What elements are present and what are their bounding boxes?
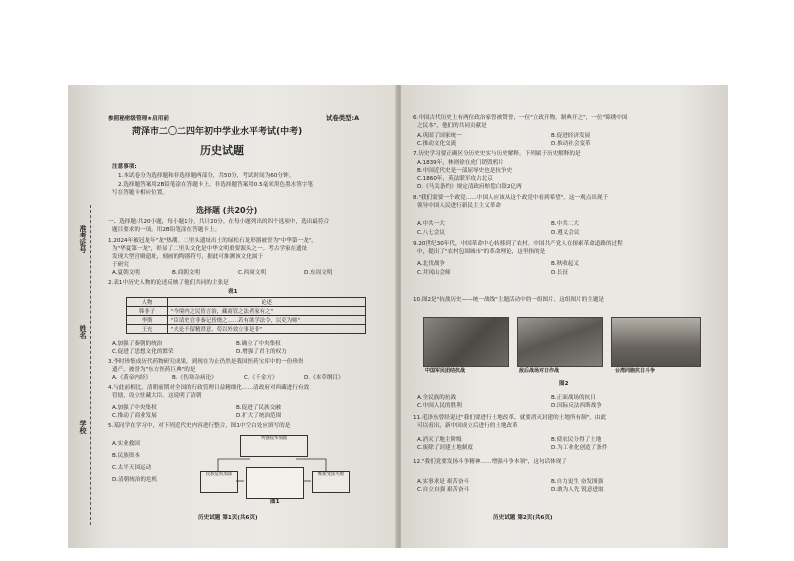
q12-head: 12."我们党要发扬斗争精神……增强斗争本领"，这句话体现了 [413,459,567,465]
exam-title: 菏泽市二〇二四年初中学业水平考试(中考) [132,127,303,137]
right-footer: 历史试题 第2页(共6页) [493,515,553,521]
q9-option-d: D.长征 [551,270,569,276]
q8-line2: 领导中国人民进行新民主主义革命 [417,203,501,209]
photo-2-caption: 敌后战场对日作战 [519,368,560,374]
notice-2: 2.选择题答案用2B铅笔涂在答题卡上，非选择题答案用0.5毫米黑色墨水签字笔 [118,182,314,188]
q11-line1: 11.毛泽东曾经说过"我们要进行土地改革，就要消灭封建的土地所有制"，由此 [413,415,607,421]
q4-option-b: B.促进了民族交融 [236,405,281,411]
q4-line2: 管辖，设立驻藏大臣。这说明了清朝 [112,393,202,399]
q3-option-b: B.《伤寒杂病论》 [172,375,217,381]
left-page [68,85,398,548]
q11-option-a: A.消灭了地主阶级 [417,437,462,443]
q12-option-b: B.自力更生 奋发图强 [551,479,604,485]
q10-head: 10.图2是"抗战历史——统一战线"主题活动中的一组图片，这组图片的主题是 [413,297,605,303]
q11-option-c: C.废除了封建土地制度 [417,445,474,451]
q7-head: 7.历史学习要正确区分历史史实与历史解释。下列属于历史解释的是 [413,151,581,157]
q1-line2: 为"华夏第一龙"，彰显了二里头文化是中华文明重要源头之一。考古学家在遗址 [112,246,308,252]
q5-option-a: A.实业救国 [112,441,140,447]
photo-1 [423,317,509,367]
q3-line2: 遗产。被誉为"东方医药巨典"的是 [112,367,196,373]
q12-option-d: D.敢为人先 锐意进取 [551,487,604,493]
q12-option-c: C.自立自强 艰苦奋斗 [417,487,470,493]
q3-option-a: A.《黄帝内经》 [112,375,152,381]
q5-head: 5.某同学在学习中，对下列近代史内容进行整合，图1中空白处应填写的是 [108,423,291,429]
q5-option-c: C.太平天国运动 [112,465,152,471]
q9-option-c: C.井冈山会师 [417,270,451,276]
q10-option-d: D.国际反法西斯战争 [551,403,602,409]
q8-option-a: A.中共一大 [417,221,445,227]
q6-line1: 6.中国古代历史上有两位政治家曾被赞誉，一位"立政开物，制典开之"，一位"锦绣中国 [413,115,628,121]
q9-line1: 9.20世纪30年代，中国革命中心转移到了农村。中国共产党人在探索革命道路的过程 [413,241,623,247]
q4-option-d: D.扩大了统治范围 [236,413,282,419]
figure1-label: 图1 [270,499,280,505]
q5-option-d: D.清朝统治的危机 [112,477,158,483]
photo-2 [517,317,603,367]
table1 [126,297,366,334]
q1-option-b: B.商朝文明 [172,270,200,276]
photo-3 [611,317,701,367]
flow-box-left: 民族危机加深 [200,471,238,493]
q6-line2: 之民本"，他们的共同贡献是 [417,123,487,129]
q10-option-c: C.中国人民的胜利 [417,403,462,409]
right-page [401,85,728,548]
q8-option-c: C.八七会议 [417,230,446,236]
q4-option-c: C.推动了商业发展 [112,413,157,419]
q9-option-b: B.秋收起义 [551,261,579,267]
q2-head: 2.表1中历史人物的论述反映了他们共同的主张是 [108,280,229,286]
q4-line1: 4.与此前相比，清朝前期对全国的行政管理日益精细化……清政府对西藏进行有效 [108,385,310,391]
q2-option-c: C.促进了思想文化的繁荣 [112,349,174,355]
exam-number-label: 准考证号 [79,225,87,253]
subject-title: 历史试题 [200,144,244,157]
q11-option-b: B.使农民分得了土地 [551,437,602,443]
secret-label: 参照秘密级管理★启用前 [108,116,169,122]
table-cell: 王充 [127,325,168,334]
q1-option-c: C.西周文明 [238,270,267,276]
photo-1-caption: 中国军民团结抗战 [425,368,466,374]
q6-option-c: C.推动文化交流 [417,141,457,147]
school-label: 学校 [79,420,87,434]
q1-option-d: D.东周文明 [304,270,333,276]
table-header-statement: 论述 [168,298,366,307]
q11-option-d: D.为工业化创造了条件 [551,445,608,451]
binding-line [90,205,91,525]
paper-type: 试卷类型:A [326,114,360,122]
q10-option-a: A.全民族的抗战 [417,395,457,401]
table-cell: 李斯 [127,316,168,325]
table-cell: "今境内之民皆言治，藏商管之法者家有之" [168,307,366,316]
q3-option-d: D.《本草纲目》 [304,375,344,381]
q6-option-a: A.巩固了国家统一 [417,133,462,139]
table-header-person: 人物 [127,298,168,307]
section-heading: 选择题 (共20分) [196,206,258,215]
photo-3-caption: 台湾同胞抗日斗争 [615,368,656,374]
q2-option-b: B.确立了中央集权 [236,341,281,347]
notice-1: 1.本试卷分为选择题和非选择题两部分，共50分，考试时间为60分钟。 [118,173,295,179]
flow-box-right: 维新变法失败 [312,471,350,493]
q1-option-a: A.夏朝文明 [112,270,140,276]
q1-line3: 发现大型宫殿遗址，刻画的陶器符号，据此可推测该文化属于 [112,254,264,260]
left-footer: 历史试题 第1页(共6页) [198,515,258,521]
intro-1: 一、选择题:共20小题，每小题1分，共计20分。在每小题列出的四个选项中，选出最符合 [108,219,330,225]
flow-box-top: 列强侵华加剧 [240,435,308,457]
q8-option-d: D.遵义会议 [551,230,580,236]
q12-option-a: A.实事求是 艰苦奋斗 [417,479,470,485]
q1-line1: 1.2024年被冠龙年"龙"热潮。二里头遗址出土的绿松石龙形器被誉为"中华第一龙"。 [108,238,317,244]
q5-option-b: B.民族资本 [112,453,140,459]
q2-option-d: D.增强了君主的权力 [236,349,287,355]
figure2-label: 图2 [559,381,569,387]
table1-title: 表1 [228,289,238,295]
q11-line2: 可以看出，新中国成立后进行的土地改革 [417,423,518,429]
notice-heading: 注意事项: [112,164,137,170]
q2-option-a: A.加强了秦朝的统治 [112,341,163,347]
q10-option-b: B.正面战场的抗日 [551,395,596,401]
q9-line2: 中，提出了"农村包围城市"的革命理论，这里指的是 [417,249,546,255]
q7-option-a: A.1839年，林则徐在虎门销毁鸦片 [417,160,504,166]
q6-option-b: B.促进经济发展 [551,133,591,139]
q6-option-d: D.推动社会变革 [551,141,591,147]
name-label: 姓名 [79,325,87,339]
intro-2: 题目要求的一项。用2B铅笔涂在答题卡上。 [112,227,221,233]
notice-2b: 写在答题卡相应位置。 [112,190,168,196]
flow-arrows [198,453,358,493]
table-cell: "夫论不留精澄意，苟以外效立事是非" [168,325,366,334]
table-cell: "臣请史官非秦记皆烧之……若有欲学法令，以吏为师" [168,316,366,325]
table-cell: 韩非子 [127,307,168,316]
q9-option-a: A.北伐战争 [417,261,445,267]
q7-option-d: D.《马关条约》规定清政府赔偿白银2亿两 [417,184,522,190]
q7-option-b: B.中国近代史是一部屈辱史也是抗争史 [417,168,513,174]
q3-option-c: C.《千金方》 [244,375,278,381]
exam-photo [68,85,728,548]
q7-option-c: C.1860年，英法联军攻占北京 [417,176,493,182]
q8-line1: 8."我们需要一个政党……中国人应该从这个政党中看到希望"。这一观点出现于 [413,195,609,201]
q4-option-a: A.加强了中央集权 [112,405,157,411]
q8-option-b: B.中共二大 [551,221,579,227]
q1-line4: 于研究 [112,262,129,268]
q3-line1: 3.李时珍集成历代药物研究成果，到现在为止仍然是我国医药宝库中的一份珍贵 [108,359,304,365]
